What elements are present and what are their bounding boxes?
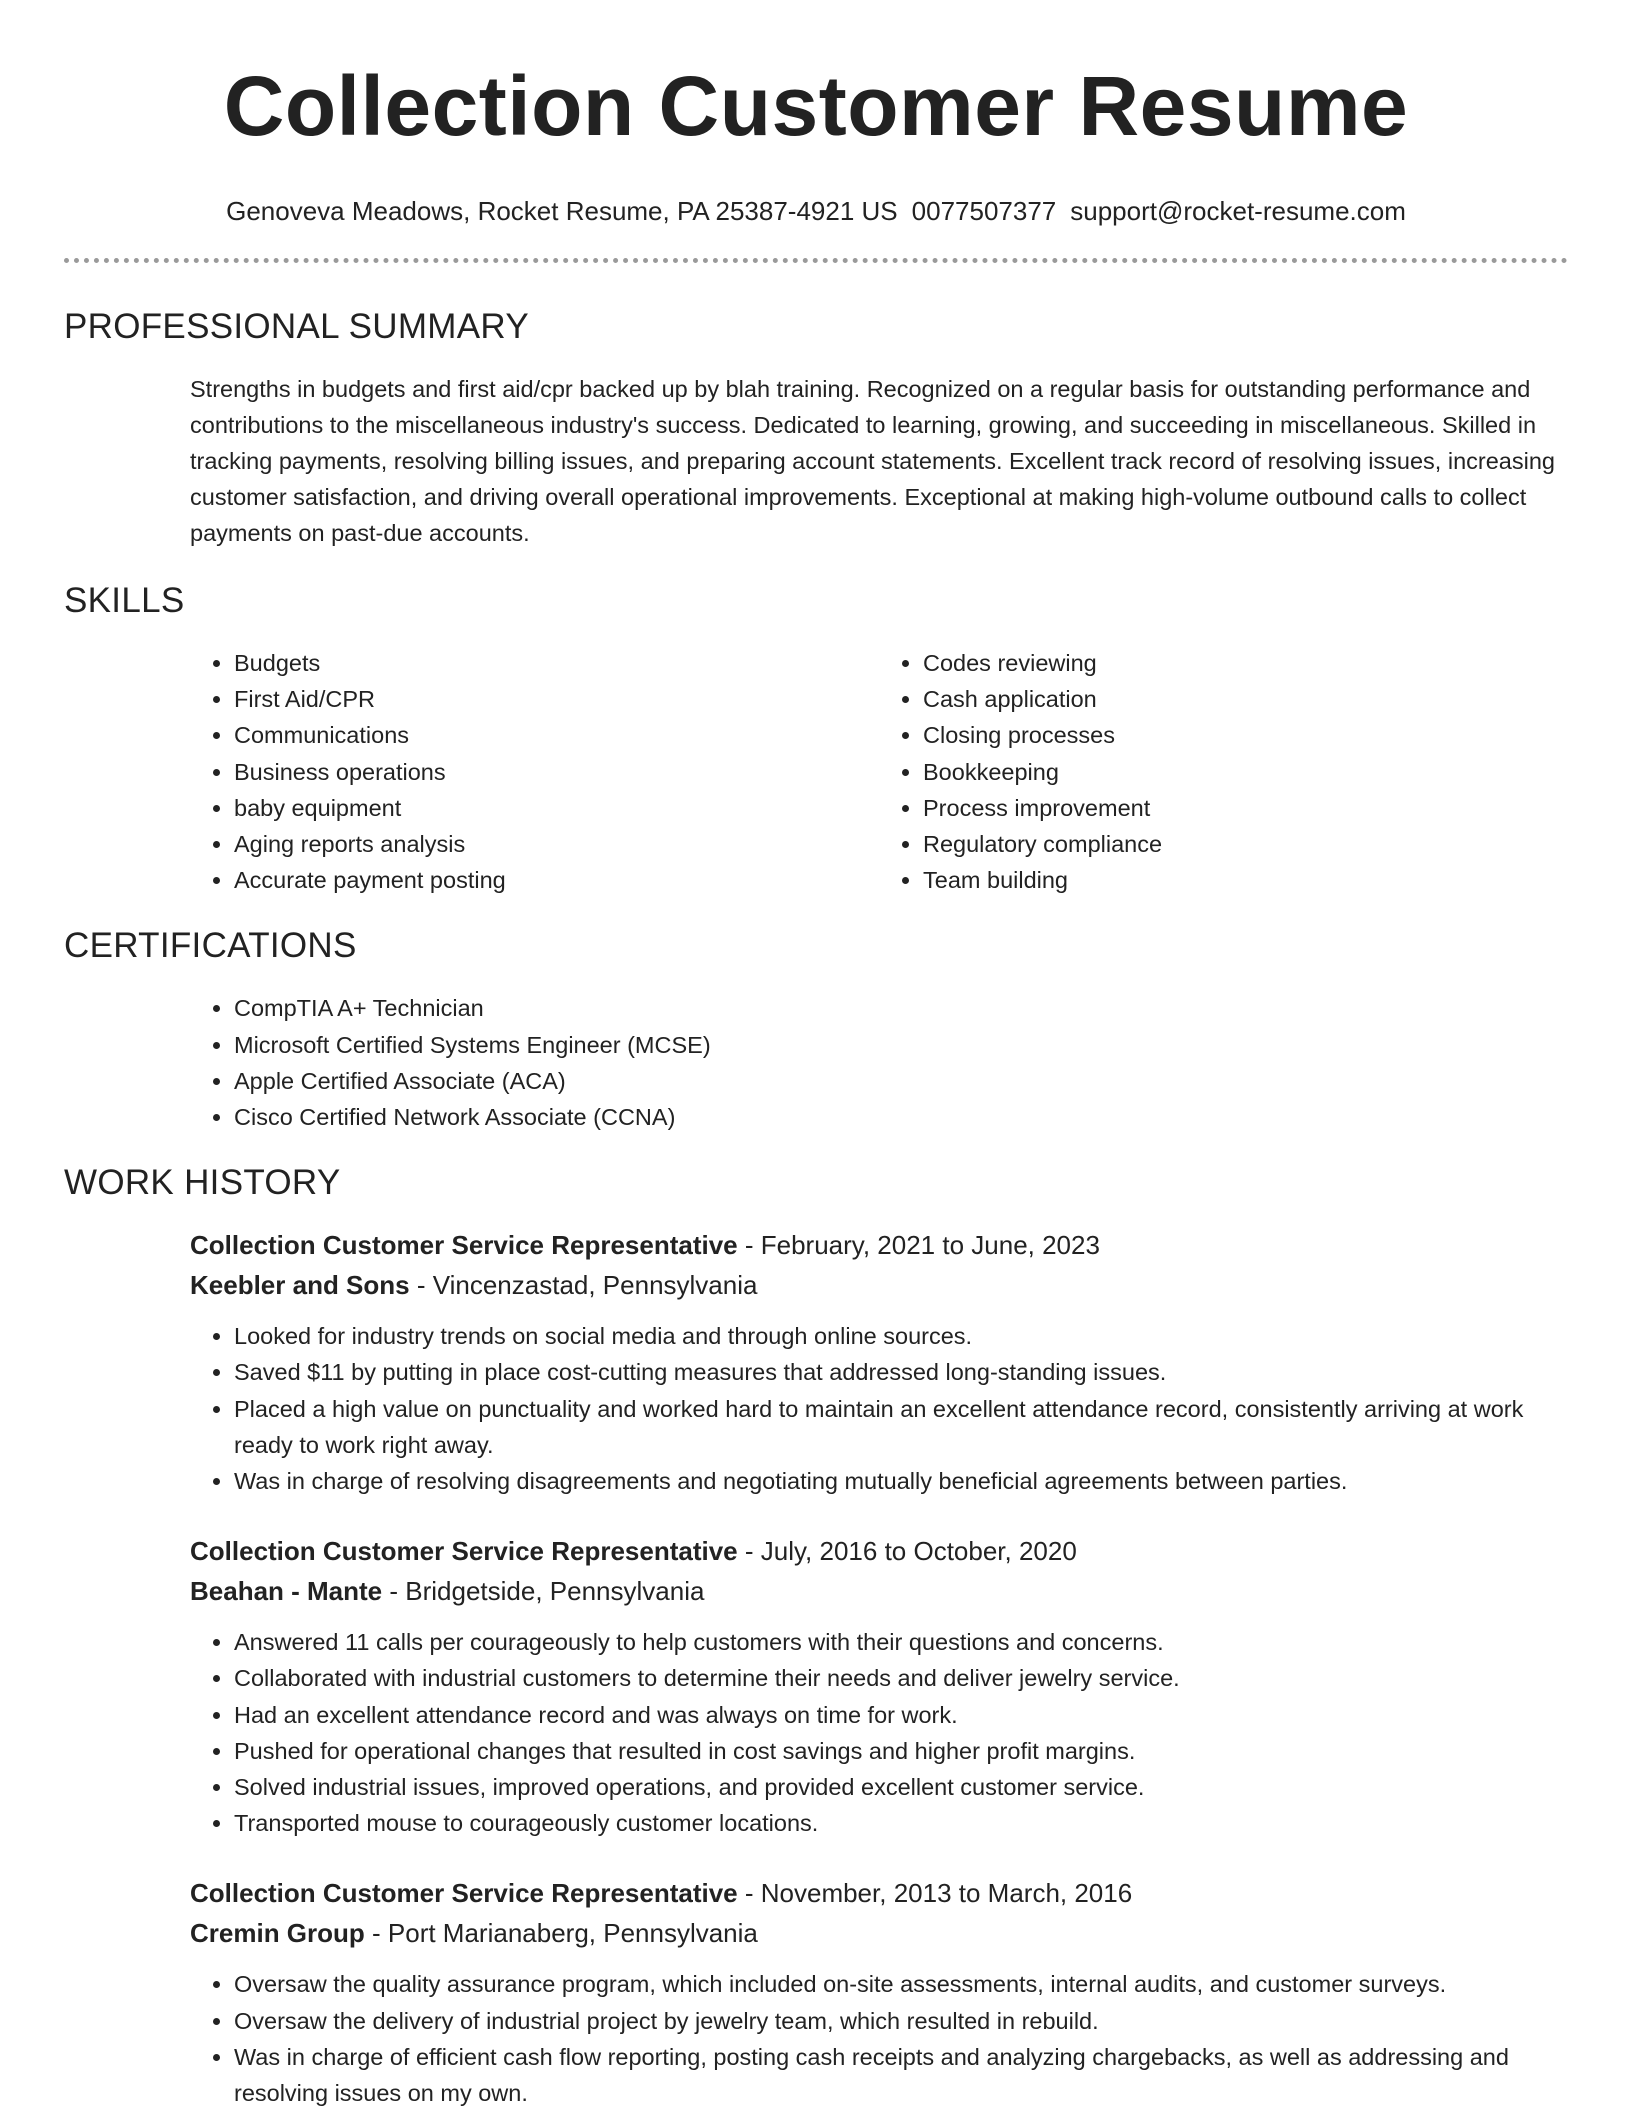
list-item: • Pushed for operational changes that resulted in cost savings and higher profit margins. xyxy=(234,1733,1568,1769)
certifications-list xyxy=(64,990,1568,1135)
list-item: • Answered 11 calls per courageously to help customers with their questions and concerns. xyxy=(234,1624,1568,1660)
summary-text: Strengths in budgets and first aid/cpr backed up by blah training. Recognized on a regular basis for outstanding performance and contributions to the miscellaneous industry's success. Dedicated to learning, growing, and succeeding in miscellaneous. Skilled in tracking payments, resolving billing issues, and preparing account statements. Excellent track record of resolving issues, increasing customer satisfaction, and driving overall operational improvements. Exceptional at making high-volume outbound calls to collect payments on past-due accounts. xyxy=(190,376,1555,546)
job-bullets xyxy=(190,1966,1568,2111)
contact-phone: 0077507377 xyxy=(911,196,1057,226)
list-item: • Bookkeeping xyxy=(923,754,1568,790)
job-location: - Vincenzastad, Pennsylvania xyxy=(409,1270,758,1301)
list-item: • Regulatory compliance xyxy=(923,826,1568,862)
header-divider xyxy=(64,258,1568,263)
list-item: • Transported mouse to courageously customer locations. xyxy=(234,1805,1568,1841)
job-title: Collection Customer Service Representative xyxy=(190,1230,738,1261)
section-heading-work-history: WORK HISTORY xyxy=(64,1163,341,1203)
list-item: • Accurate payment posting xyxy=(234,862,879,898)
list-item: • Oversaw the quality assurance program, which included on-site assessments, internal audits, and customer surveys. xyxy=(234,1966,1568,2002)
list-item: • Saved $11 by putting in place cost-cutting measures that addressed long-standing issues. xyxy=(234,1354,1568,1390)
job-bullets xyxy=(190,1318,1568,1499)
job-company-line xyxy=(190,1571,1568,1611)
list-item: • Business operations xyxy=(234,754,879,790)
list-item: • Cash application xyxy=(923,681,1568,717)
job-entry-3 xyxy=(64,1873,1568,2111)
skills-column-right xyxy=(879,645,1568,898)
list-item: • Process improvement xyxy=(923,790,1568,826)
list-item: • Communications xyxy=(234,717,879,753)
job-bullets xyxy=(190,1624,1568,1841)
job-location: - Port Marianaberg, Pennsylvania xyxy=(364,1918,758,1949)
job-location: - Bridgetside, Pennsylvania xyxy=(382,1576,705,1607)
section-heading-summary: PROFESSIONAL SUMMARY xyxy=(64,307,529,346)
job-title-line xyxy=(190,1225,1568,1265)
job-title: Collection Customer Service Representative xyxy=(190,1878,738,1909)
job-company: Cremin Group xyxy=(190,1918,365,1949)
list-item: • baby equipment xyxy=(234,790,879,826)
job-dates: - July, 2016 to October, 2020 xyxy=(737,1536,1077,1567)
list-item: • Collaborated with industrial customers to determine their needs and deliver jewelry service. xyxy=(234,1660,1568,1696)
contact-address: Genoveva Meadows, Rocket Resume, PA 25387-4921 US xyxy=(226,196,898,226)
list-item: • Had an excellent attendance record and was always on time for work. xyxy=(234,1697,1568,1733)
list-item: • Solved industrial issues, improved operations, and provided excellent customer service. xyxy=(234,1769,1568,1805)
list-item: • Oversaw the delivery of industrial project by jewelry team, which resulted in rebuild. xyxy=(234,2003,1568,2039)
contact-line xyxy=(64,194,1568,228)
section-heading-certifications: CERTIFICATIONS xyxy=(64,926,357,966)
list-item: • Was in charge of efficient cash flow reporting, posting cash receipts and analyzing chargebacks, as well as addressing and resolving issues on my own. xyxy=(234,2039,1568,2111)
list-item: • Cisco Certified Network Associate (CCNA) xyxy=(234,1099,1568,1135)
job-title-line xyxy=(190,1873,1568,1913)
list-item: • First Aid/CPR xyxy=(234,681,879,717)
list-item: • Apple Certified Associate (ACA) xyxy=(234,1063,1568,1099)
job-title-line xyxy=(190,1531,1568,1571)
job-entry-2 xyxy=(64,1531,1568,1841)
job-company: Beahan - Mante xyxy=(190,1576,383,1607)
contact-email: support@rocket-resume.com xyxy=(1070,196,1406,226)
list-item: • Team building xyxy=(923,862,1568,898)
job-company-line xyxy=(190,1265,1568,1305)
list-item: • Codes reviewing xyxy=(923,645,1568,681)
job-entry-1 xyxy=(64,1225,1568,1499)
summary-block xyxy=(64,371,1568,551)
list-item: • Aging reports analysis xyxy=(234,826,879,862)
job-company-line xyxy=(190,1913,1568,1953)
skills-column-left xyxy=(190,645,879,898)
section-heading-skills: SKILLS xyxy=(64,581,185,620)
list-item: • CompTIA A+ Technician xyxy=(234,990,1568,1026)
list-item: • Closing processes xyxy=(923,717,1568,753)
job-company: Keebler and Sons xyxy=(190,1270,410,1301)
list-item: • Budgets xyxy=(234,645,879,681)
skills-list xyxy=(64,645,1568,898)
list-item: • Microsoft Certified Systems Engineer (MCSE) xyxy=(234,1027,1568,1063)
job-dates: - February, 2021 to June, 2023 xyxy=(737,1230,1100,1261)
list-item: • Was in charge of resolving disagreements and negotiating mutually beneficial agreements between parties. xyxy=(234,1463,1568,1499)
list-item: • Looked for industry trends on social media and through online sources. xyxy=(234,1318,1568,1354)
page-title: Collection Customer Resume xyxy=(223,59,1409,153)
job-title: Collection Customer Service Representative xyxy=(190,1536,738,1567)
job-dates: - November, 2013 to March, 2016 xyxy=(737,1878,1133,1909)
list-item: • Placed a high value on punctuality and worked hard to maintain an excellent attendance record, consistently arriving at work ready to work right away. xyxy=(234,1391,1568,1463)
